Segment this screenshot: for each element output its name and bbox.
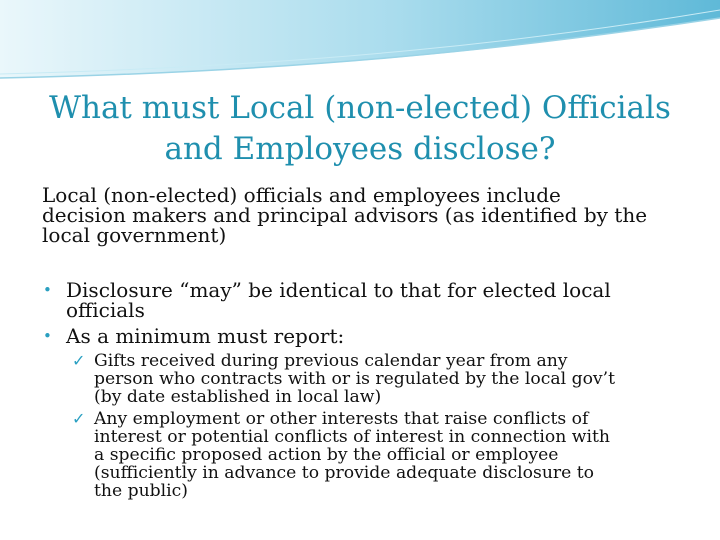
bullet-dot-icon: • — [43, 281, 52, 299]
sub-bullet-item — [70, 410, 690, 500]
sub-bullet-line: (by date established in local law) — [94, 387, 382, 407]
bullet-item — [40, 280, 700, 320]
slide-title-line: What must Local (non-elected) Officials — [49, 90, 671, 126]
bullet-line: As a minimum must report: — [66, 324, 345, 348]
slide-title — [20, 88, 700, 170]
sub-bullet-line: the public) — [94, 481, 189, 501]
check-icon: ✓ — [72, 351, 86, 370]
header-wave-decoration — [0, 0, 720, 90]
sub-bullet-line: a specific proposed action by the official or employee — [94, 445, 559, 465]
bullet-line: Disclosure “may” be identical to that for elected local — [66, 278, 611, 302]
bullet-list — [40, 280, 700, 352]
sub-bullet-item — [70, 352, 690, 406]
bullet-item — [40, 326, 700, 346]
intro-line: local government) — [42, 223, 227, 247]
slide-title-line: and Employees disclose? — [164, 131, 556, 167]
sub-bullet-list — [70, 352, 690, 504]
sub-bullet-line: (sufficiently in advance to provide adequate disclosure to — [94, 463, 595, 483]
intro-paragraph — [42, 185, 702, 245]
intro-line: Local (non-elected) officials and employees include — [42, 183, 561, 207]
sub-bullet-line: Gifts received during previous calendar year from any — [94, 351, 568, 371]
check-icon: ✓ — [72, 409, 86, 428]
bullet-dot-icon: • — [43, 327, 52, 345]
bullet-line: officials — [66, 298, 145, 322]
sub-bullet-line: interest or potential conflicts of interest in connection with — [94, 427, 610, 447]
intro-line: decision makers and principal advisors (as identified by the — [42, 203, 648, 227]
sub-bullet-line: Any employment or other interests that raise conflicts of — [94, 409, 589, 429]
sub-bullet-line: person who contracts with or is regulated by the local gov’t — [94, 369, 616, 389]
